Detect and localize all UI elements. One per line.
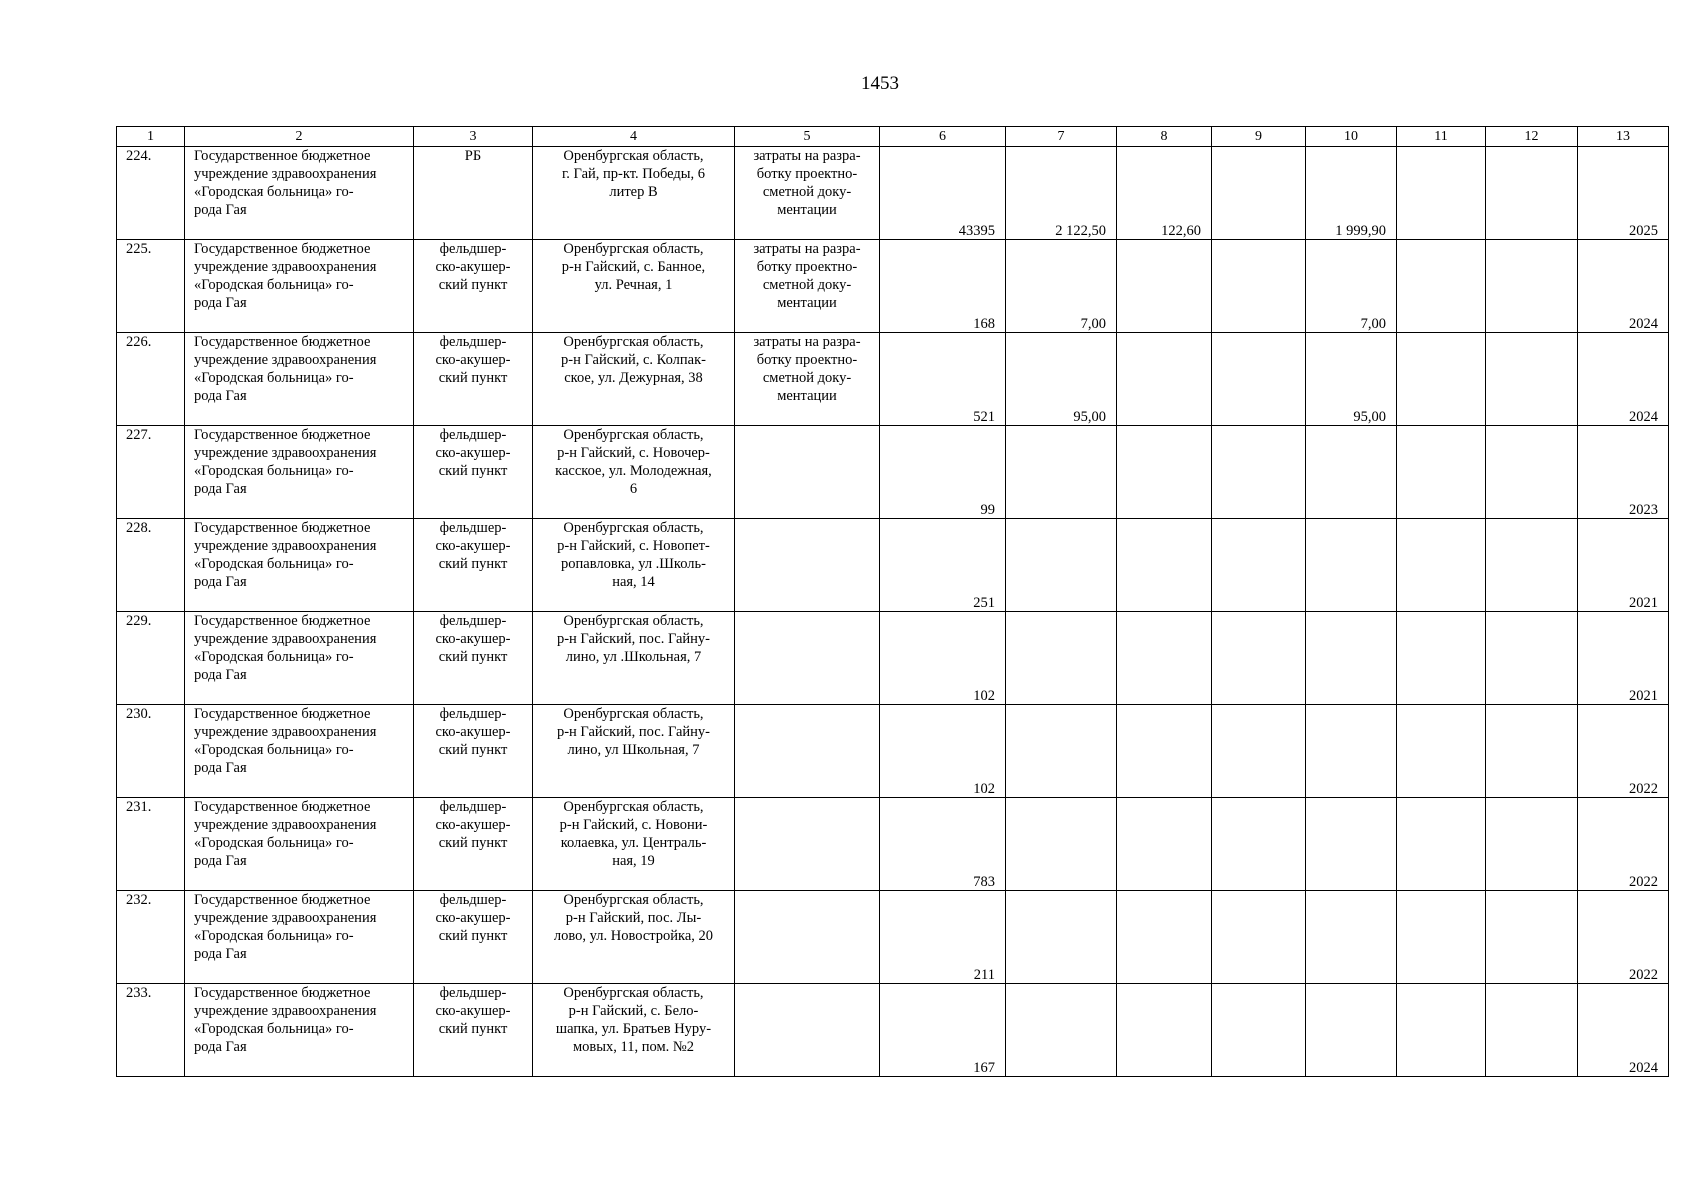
institution-name-line: рода Гая (194, 1039, 247, 1055)
cell-col-13 (1578, 426, 1669, 519)
column-header-5: 5 (735, 127, 880, 147)
institution-name (185, 612, 414, 705)
cell-col-9 (1212, 147, 1306, 240)
cell-col-6 (880, 984, 1006, 1077)
institution-name-line: рода Гая (194, 295, 247, 311)
cell-col-13 (1578, 984, 1669, 1077)
cell-col-12 (1486, 426, 1578, 519)
cell-col-11 (1397, 798, 1486, 891)
cell-col-12 (1486, 891, 1578, 984)
cell-col-10 (1306, 240, 1397, 333)
facility-address-line: Оренбургская область, (563, 520, 704, 536)
column-header-6: 6 (880, 127, 1006, 147)
facility-address-line: ная, 14 (612, 574, 655, 590)
facility-type (414, 333, 533, 426)
expense-purpose-line: затраты на разра- (753, 334, 861, 350)
expense-purpose-line: ментации (777, 388, 837, 404)
cell-col-11 (1397, 705, 1486, 798)
facility-type-line: фельдшер- (439, 985, 507, 1001)
cell-col-13 (1578, 333, 1669, 426)
facility-address-line: Оренбургская область, (563, 334, 704, 350)
institution-name-line: учреждение здравоохранения (194, 724, 377, 740)
cell-col-6-value: 102 (973, 781, 995, 797)
institution-name-line: Государственное бюджетное (194, 427, 371, 443)
cell-col-12 (1486, 240, 1578, 333)
cell-col-9 (1212, 984, 1306, 1077)
row-number: 227. (117, 426, 185, 519)
cell-col-7 (1006, 147, 1117, 240)
facility-type-line: ско-акушер- (435, 724, 511, 740)
cell-col-7 (1006, 333, 1117, 426)
facility-address-line: Оренбургская область, (563, 241, 704, 257)
cell-col-7 (1006, 705, 1117, 798)
cell-col-8 (1117, 147, 1212, 240)
facility-address-line: р-н Гайский, с. Банное, (561, 259, 706, 275)
institution-name-line: «Городская больница» го- (194, 463, 354, 479)
cell-col-7 (1006, 426, 1117, 519)
institution-name-line: «Городская больница» го- (194, 742, 354, 758)
cell-col-6-value: 783 (973, 874, 995, 890)
facility-type-line: ский пункт (438, 556, 508, 572)
facility-address-line: 6 (629, 481, 638, 497)
facility-type (414, 240, 533, 333)
table-body (117, 147, 1669, 1077)
cell-col-12 (1486, 147, 1578, 240)
cell-col-7 (1006, 891, 1117, 984)
expense-purpose (735, 240, 880, 333)
facility-type-line: ско-акушер- (435, 259, 511, 275)
institution-name-line: учреждение здравоохранения (194, 817, 377, 833)
institution-name (185, 147, 414, 240)
institution-name-line: Государственное бюджетное (194, 706, 371, 722)
facility-address-line: г. Гай, пр-кт. Победы, 6 (562, 166, 705, 182)
facility-address-line: касское, ул. Молодежная, (555, 463, 712, 479)
institution-name-line: Государственное бюджетное (194, 799, 371, 815)
cell-col-13-value: 2024 (1629, 316, 1658, 332)
facility-address-line: Оренбургская область, (563, 148, 704, 164)
facility-type-line: ско-акушер- (435, 445, 511, 461)
facility-type-line: фельдшер- (439, 334, 507, 350)
facility-type-line: ский пункт (438, 277, 508, 293)
facility-address (533, 984, 735, 1077)
cell-col-10 (1306, 891, 1397, 984)
institution-name-line: «Городская больница» го- (194, 928, 354, 944)
row-number: 224. (117, 147, 185, 240)
facility-address (533, 612, 735, 705)
facility-type (414, 891, 533, 984)
facility-address-line: мовых, 11, пом. №2 (573, 1039, 694, 1055)
facility-address (533, 519, 735, 612)
cell-col-9 (1212, 333, 1306, 426)
facility-type-line: фельдшер- (439, 613, 507, 629)
facility-address (533, 333, 735, 426)
facility-address (533, 240, 735, 333)
cell-col-7 (1006, 612, 1117, 705)
cell-col-11 (1397, 147, 1486, 240)
cell-col-8 (1117, 798, 1212, 891)
expense-purpose-line: ментации (777, 202, 837, 218)
facility-address-line: р-н Гайский, с. Новопет- (557, 538, 710, 554)
institution-name (185, 705, 414, 798)
institution-name-line: учреждение здравоохранения (194, 538, 377, 554)
cell-col-9 (1212, 426, 1306, 519)
expense-purpose-line: ботку проектно- (756, 352, 858, 368)
facility-address-line: р-н Гайский, пос. Лы- (565, 910, 702, 926)
facility-address-line: ная, 19 (612, 853, 655, 869)
expense-purpose-line: ботку проектно- (756, 166, 858, 182)
institution-name (185, 891, 414, 984)
facility-type-line: фельдшер- (439, 706, 507, 722)
facility-type-line: фельдшер- (439, 241, 507, 257)
institution-name (185, 984, 414, 1077)
row-number: 231. (117, 798, 185, 891)
column-header-2: 2 (185, 127, 414, 147)
cell-col-10 (1306, 147, 1397, 240)
facility-address (533, 705, 735, 798)
facility-type-line: ский пункт (438, 742, 508, 758)
cell-col-6-value: 99 (980, 502, 995, 518)
institution-name-line: «Городская больница» го- (194, 277, 354, 293)
row-number: 230. (117, 705, 185, 798)
row-number: 225. (117, 240, 185, 333)
header-row (117, 127, 1669, 147)
institution-name-line: Государственное бюджетное (194, 334, 371, 350)
cell-col-6 (880, 426, 1006, 519)
facility-address-line: Оренбургская область, (563, 613, 704, 629)
cell-col-12 (1486, 798, 1578, 891)
cell-col-12 (1486, 519, 1578, 612)
facility-type (414, 705, 533, 798)
facility-address-line: лино, ул Школьная, 7 (567, 742, 700, 758)
facility-type-line: фельдшер- (439, 520, 507, 536)
facility-type-line: ско-акушер- (435, 631, 511, 647)
cell-col-11 (1397, 333, 1486, 426)
cell-col-10-value: 95,00 (1353, 409, 1386, 425)
facility-address-line: ское, ул. Дежурная, 38 (564, 370, 703, 386)
facility-type-line: ско-акушер- (435, 538, 511, 554)
page-number: 1453 (861, 73, 899, 94)
cell-col-8-value: 122,60 (1161, 223, 1201, 239)
expense-purpose-line: сметной доку- (762, 370, 852, 386)
cell-col-13-value: 2022 (1629, 874, 1658, 890)
table-row (117, 705, 1669, 798)
cell-col-6 (880, 705, 1006, 798)
row-number: 229. (117, 612, 185, 705)
table-header (117, 127, 1669, 147)
expense-purpose (735, 333, 880, 426)
institution-name-line: учреждение здравоохранения (194, 631, 377, 647)
expense-purpose (735, 147, 880, 240)
cell-col-11 (1397, 240, 1486, 333)
facility-type-line: фельдшер- (439, 427, 507, 443)
institution-name-line: учреждение здравоохранения (194, 910, 377, 926)
cell-col-6-value: 251 (973, 595, 995, 611)
table-row (117, 612, 1669, 705)
expense-purpose-line: ментации (777, 295, 837, 311)
cell-col-13-value: 2021 (1629, 688, 1658, 704)
cell-col-13 (1578, 798, 1669, 891)
column-header-1: 1 (117, 127, 185, 147)
facility-address-line: р-н Гайский, с. Бело- (568, 1003, 699, 1019)
table-row (117, 891, 1669, 984)
institution-name-line: учреждение здравоохранения (194, 259, 377, 275)
facility-address-line: р-н Гайский, с. Новони- (559, 817, 708, 833)
institution-name (185, 519, 414, 612)
cell-col-6 (880, 891, 1006, 984)
cell-col-11 (1397, 612, 1486, 705)
institution-name-line: рода Гая (194, 853, 247, 869)
table-row (117, 798, 1669, 891)
institution-name (185, 798, 414, 891)
column-header-9: 9 (1212, 127, 1306, 147)
facility-type-line: фельдшер- (439, 799, 507, 815)
cell-col-13 (1578, 612, 1669, 705)
institution-name-line: «Городская больница» го- (194, 1021, 354, 1037)
institution-name-line: «Городская больница» го- (194, 649, 354, 665)
facility-address (533, 891, 735, 984)
cell-col-9 (1212, 612, 1306, 705)
row-number: 232. (117, 891, 185, 984)
facility-address-line: р-н Гайский, с. Колпак- (561, 352, 706, 368)
cell-col-8 (1117, 984, 1212, 1077)
cell-col-13-value: 2025 (1629, 223, 1658, 239)
expense-purpose (735, 426, 880, 519)
cell-col-6 (880, 519, 1006, 612)
cell-col-13 (1578, 519, 1669, 612)
facility-address-line: р-н Гайский, пос. Гайну- (556, 631, 711, 647)
cell-col-10-value: 7,00 (1360, 316, 1386, 332)
facility-type-line: ский пункт (438, 1021, 508, 1037)
expense-purpose (735, 984, 880, 1077)
data-table (116, 126, 1669, 1077)
facility-address-line: лово, ул. Новостройка, 20 (553, 928, 714, 944)
cell-col-6-value: 43395 (958, 223, 995, 239)
cell-col-8 (1117, 705, 1212, 798)
institution-name-line: учреждение здравоохранения (194, 445, 377, 461)
cell-col-10-value: 1 999,90 (1335, 223, 1386, 239)
cell-col-12 (1486, 705, 1578, 798)
facility-type (414, 147, 533, 240)
cell-col-8 (1117, 333, 1212, 426)
facility-type-line: РБ (464, 148, 482, 164)
institution-name-line: рода Гая (194, 667, 247, 683)
cell-col-6-value: 167 (973, 1060, 995, 1076)
facility-address-line: Оренбургская область, (563, 985, 704, 1001)
facility-type (414, 426, 533, 519)
facility-address (533, 798, 735, 891)
institution-name (185, 240, 414, 333)
institution-name-line: рода Гая (194, 202, 247, 218)
cell-col-12 (1486, 333, 1578, 426)
facility-type-line: ский пункт (438, 928, 508, 944)
cell-col-13-value: 2023 (1629, 502, 1658, 518)
cell-col-11 (1397, 891, 1486, 984)
facility-address-line: Оренбургская область, (563, 706, 704, 722)
cell-col-8 (1117, 891, 1212, 984)
institution-name-line: Государственное бюджетное (194, 520, 371, 536)
cell-col-9 (1212, 798, 1306, 891)
cell-col-7 (1006, 240, 1117, 333)
cell-col-6 (880, 240, 1006, 333)
cell-col-8 (1117, 519, 1212, 612)
table-row (117, 147, 1669, 240)
cell-col-7-value: 7,00 (1080, 316, 1106, 332)
expense-purpose-line: затраты на разра- (753, 148, 861, 164)
table-row (117, 984, 1669, 1077)
cell-col-7-value: 2 122,50 (1055, 223, 1106, 239)
column-header-10: 10 (1306, 127, 1397, 147)
cell-col-10 (1306, 612, 1397, 705)
facility-type-line: ско-акушер- (435, 817, 511, 833)
institution-name-line: Государственное бюджетное (194, 148, 371, 164)
institution-name-line: рода Гая (194, 946, 247, 962)
institution-name-line: учреждение здравоохранения (194, 1003, 377, 1019)
cell-col-6-value: 211 (973, 967, 995, 983)
facility-address-line: Оренбургская область, (563, 892, 704, 908)
institution-name (185, 333, 414, 426)
cell-col-8 (1117, 240, 1212, 333)
facility-address-line: Оренбургская область, (563, 427, 704, 443)
column-header-7: 7 (1006, 127, 1117, 147)
expense-purpose-line: затраты на разра- (753, 241, 861, 257)
cell-col-7 (1006, 798, 1117, 891)
institution-name-line: рода Гая (194, 388, 247, 404)
cell-col-7-value: 95,00 (1073, 409, 1106, 425)
cell-col-8 (1117, 426, 1212, 519)
column-header-13: 13 (1578, 127, 1669, 147)
row-number: 226. (117, 333, 185, 426)
facility-type (414, 798, 533, 891)
expense-purpose-line: сметной доку- (762, 184, 852, 200)
institution-name (185, 426, 414, 519)
column-header-12: 12 (1486, 127, 1578, 147)
cell-col-13-value: 2021 (1629, 595, 1658, 611)
facility-address-line: ул. Речная, 1 (594, 277, 673, 293)
expense-purpose-line: сметной доку- (762, 277, 852, 293)
cell-col-8 (1117, 612, 1212, 705)
cell-col-13-value: 2024 (1629, 409, 1658, 425)
institution-name-line: «Городская больница» го- (194, 835, 354, 851)
facility-type (414, 519, 533, 612)
cell-col-9 (1212, 519, 1306, 612)
expense-purpose (735, 705, 880, 798)
cell-col-6 (880, 333, 1006, 426)
institution-name-line: Государственное бюджетное (194, 241, 371, 257)
table-row (117, 426, 1669, 519)
cell-col-9 (1212, 705, 1306, 798)
institution-name-line: учреждение здравоохранения (194, 166, 377, 182)
cell-col-9 (1212, 891, 1306, 984)
facility-type-line: ско-акушер- (435, 352, 511, 368)
column-header-11: 11 (1397, 127, 1486, 147)
facility-type-line: ский пункт (438, 649, 508, 665)
table-row (117, 240, 1669, 333)
facility-type-line: ский пункт (438, 463, 508, 479)
column-header-8: 8 (1117, 127, 1212, 147)
facility-type-line: ско-акушер- (435, 1003, 511, 1019)
table-row (117, 333, 1669, 426)
facility-address-line: лино, ул .Школьная, 7 (565, 649, 702, 665)
facility-type (414, 984, 533, 1077)
expense-purpose (735, 519, 880, 612)
facility-address-line: Оренбургская область, (563, 799, 704, 815)
facility-type-line: ский пункт (438, 370, 508, 386)
facility-type-line: фельдшер- (439, 892, 507, 908)
cell-col-13 (1578, 147, 1669, 240)
facility-type-line: ско-акушер- (435, 910, 511, 926)
cell-col-10 (1306, 705, 1397, 798)
expense-purpose (735, 798, 880, 891)
cell-col-10 (1306, 984, 1397, 1077)
facility-address-line: ропавловка, ул .Школь- (561, 556, 706, 572)
cell-col-6-value: 168 (973, 316, 995, 332)
facility-address (533, 147, 735, 240)
cell-col-7 (1006, 519, 1117, 612)
facility-address-line: р-н Гайский, с. Новочер- (557, 445, 710, 461)
cell-col-10 (1306, 333, 1397, 426)
column-header-4: 4 (533, 127, 735, 147)
institution-name-line: рода Гая (194, 481, 247, 497)
facility-type (414, 612, 533, 705)
institution-name-line: учреждение здравоохранения (194, 352, 377, 368)
cell-col-13 (1578, 705, 1669, 798)
row-number: 233. (117, 984, 185, 1077)
cell-col-9 (1212, 240, 1306, 333)
facility-type-line: ский пункт (438, 835, 508, 851)
facility-address-line: шапка, ул. Братьев Нуру- (555, 1021, 712, 1037)
institution-name-line: рода Гая (194, 760, 247, 776)
cell-col-11 (1397, 426, 1486, 519)
institution-name-line: «Городская больница» го- (194, 370, 354, 386)
cell-col-13 (1578, 891, 1669, 984)
expense-purpose-line: ботку проектно- (756, 259, 858, 275)
expense-purpose (735, 612, 880, 705)
institution-name-line: Государственное бюджетное (194, 613, 371, 629)
cell-col-11 (1397, 984, 1486, 1077)
expense-purpose (735, 891, 880, 984)
cell-col-13-value: 2024 (1629, 1060, 1658, 1076)
table-row (117, 519, 1669, 612)
row-number: 228. (117, 519, 185, 612)
cell-col-6-value: 521 (973, 409, 995, 425)
institution-name-line: «Городская больница» го- (194, 184, 354, 200)
cell-col-12 (1486, 984, 1578, 1077)
cell-col-6 (880, 798, 1006, 891)
cell-col-11 (1397, 519, 1486, 612)
cell-col-6 (880, 612, 1006, 705)
cell-col-12 (1486, 612, 1578, 705)
institution-name-line: рода Гая (194, 574, 247, 590)
cell-col-6 (880, 147, 1006, 240)
cell-col-6-value: 102 (973, 688, 995, 704)
cell-col-10 (1306, 798, 1397, 891)
cell-col-10 (1306, 426, 1397, 519)
cell-col-13-value: 2022 (1629, 967, 1658, 983)
column-header-3: 3 (414, 127, 533, 147)
cell-col-13-value: 2022 (1629, 781, 1658, 797)
cell-col-10 (1306, 519, 1397, 612)
cell-col-13 (1578, 240, 1669, 333)
facility-address-line: колаевка, ул. Централь- (560, 835, 707, 851)
facility-address-line: литер В (609, 184, 658, 200)
institution-name-line: «Городская больница» го- (194, 556, 354, 572)
facility-address (533, 426, 735, 519)
cell-col-7 (1006, 984, 1117, 1077)
institution-name-line: Государственное бюджетное (194, 892, 371, 908)
facility-address-line: р-н Гайский, пос. Гайну- (556, 724, 711, 740)
institution-name-line: Государственное бюджетное (194, 985, 371, 1001)
